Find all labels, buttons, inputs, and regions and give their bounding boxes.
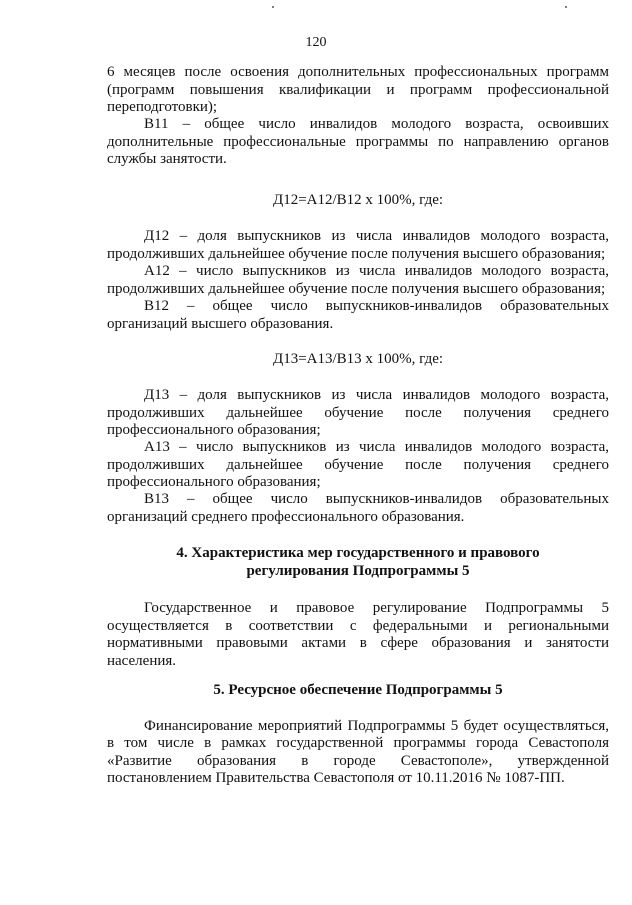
section-4-heading-line-2: регулирования Подпрограммы 5 [246, 562, 470, 579]
formula-d13: Д13=А13/В13 x 100%, где: [272, 351, 444, 367]
paragraph-d12-definition: Д12 – доля выпускников из числа инвалидов молодого возраста, продолживших дальнейшее обучение после получения высшего образования; [107, 228, 609, 262]
section-5-heading: 5. Ресурсное обеспечение Подпрограммы 5 [213, 682, 503, 698]
paragraph-regulation: Государственное и правовое регулирование Подпрограммы 5 осуществляется в соответствии с федеральными и региональными нормативными правовыми актами в сфере образования и занятости населения. [107, 600, 609, 669]
paragraph-b11-definition: В11 – общее число инвалидов молодого возраста, освоивших дополнительные профессиональные программы по направлению органов службы занятости. [107, 116, 609, 167]
scan-speck [565, 6, 567, 8]
paragraph-financing: Финансирование мероприятий Подпрограммы 5 будет осуществляться, в том числе в рамках государственной программы города Севастополя «Развитие образования в городе Севастополе», утвержденной постановлением Правительства Севастополя от 10.11.2016 № 1087-ПП. [107, 717, 609, 786]
paragraph-b13-definition: В13 – общее число выпускников-инвалидов образовательных организаций среднего профессионального образования. [107, 491, 609, 525]
section-4-heading-line-1: 4. Характеристика мер государственного и правового [176, 545, 540, 561]
formula-d12: Д12=А12/В12 x 100%, где: [272, 192, 444, 208]
paragraph-continuation: 6 месяцев после освоения дополнительных профессиональных программ (программ повышения квалификации и программ профессиональной переподготовки); [107, 64, 609, 115]
paragraph-b12-definition: В12 – общее число выпускников-инвалидов образовательных организаций высшего образования. [107, 298, 609, 332]
page-number: 120 [305, 35, 327, 50]
paragraph-a13-definition: А13 – число выпускников из числа инвалидов молодого возраста, продолживших дальнейшее обучение после получения среднего профессионального образования; [107, 439, 609, 490]
scan-speck [272, 6, 274, 8]
section-4-heading [107, 545, 609, 580]
page-body [107, 64, 609, 788]
paragraph-a12-definition: А12 – число выпускников из числа инвалидов молодого возраста, продолживших дальнейшее обучение после получения высшего образования; [107, 263, 609, 297]
paragraph-d13-definition: Д13 – доля выпускников из числа инвалидов молодого возраста, продолживших дальнейшее обучение после получения среднего профессионального образования; [107, 387, 609, 438]
